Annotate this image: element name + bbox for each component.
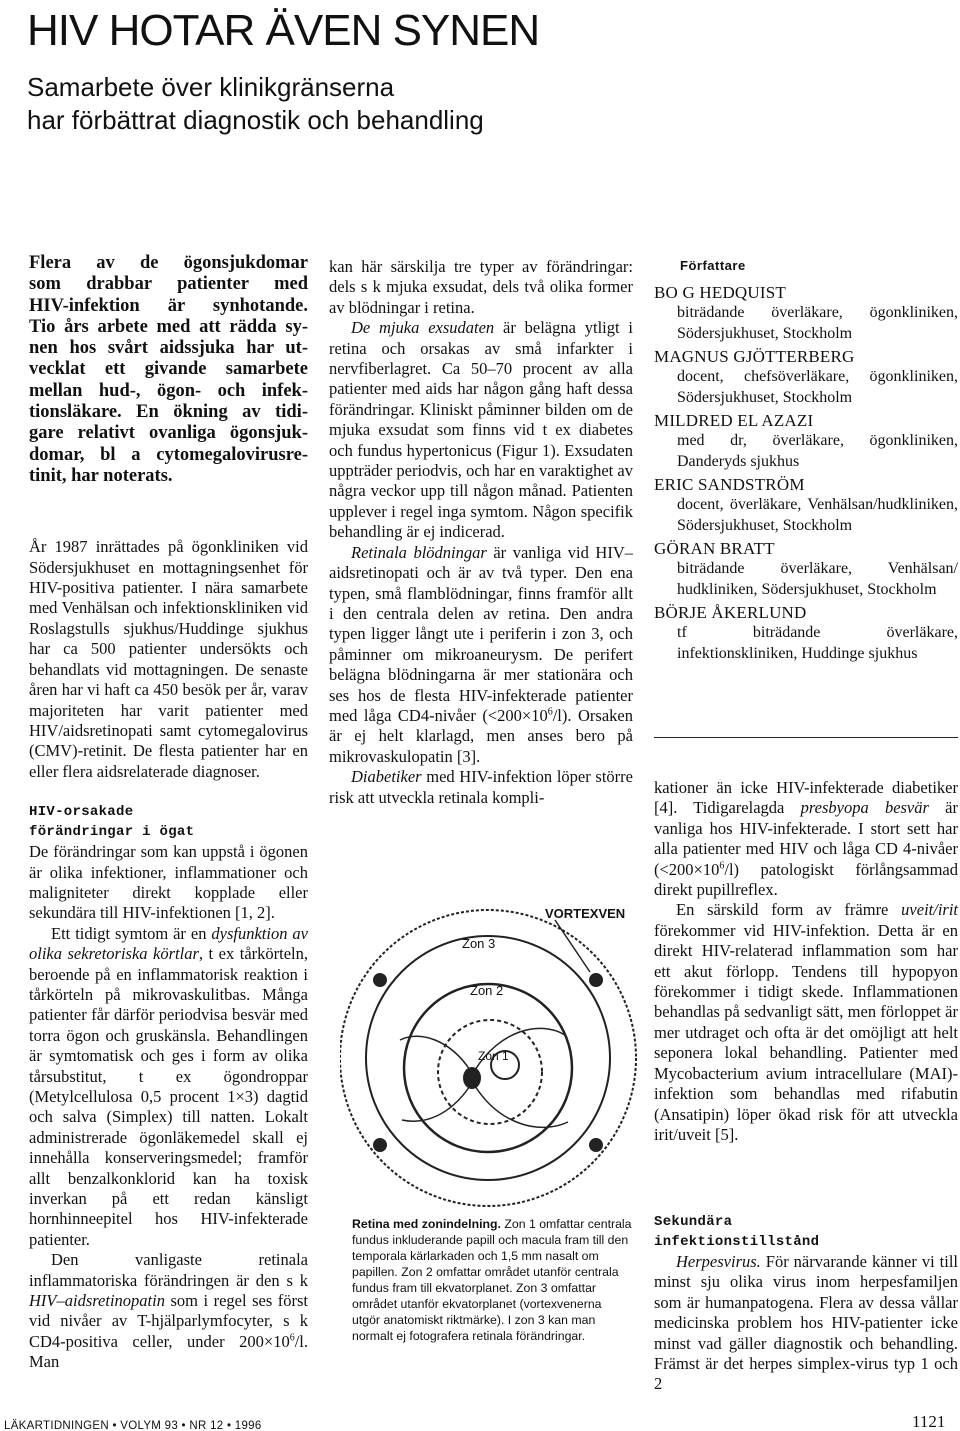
author-name: BÖRJE ÅKERLUND — [654, 603, 807, 622]
authors-label: Författare — [680, 258, 746, 273]
journal-footer: LÄKARTIDNINGEN • VOLYM 93 • NR 12 • 1996 — [4, 1420, 262, 1431]
subtitle-line: har förbättrat diagnostik och behandling — [27, 105, 484, 135]
author-affiliation: tf biträdande överläkare, infektionskliniken, Huddinge sjukhus — [677, 624, 958, 662]
lead-paragraph — [29, 253, 308, 487]
body-paragraph: Ett tidigt symtom är en dysfunktion av olika sekretoriska körtlar, t ex tårkörteln, beroende på en inflammatorisk reaktion i tårkörteln på mikrovaskulitbas. Många patienter får därför periodvisa besvär med torra ögon och gruskänsla. Behandlingen är symtomatisk och ges i form av olika tårsubstitut, t ex ögondroppar (Metylcellulosa 0,5 procent 1×3) dagtid och salva (Simplex) till natten. Lokalt administrerade ögonläkemedel skall ej innehålla konserveringsmedel; framför allt benzalkonklorid kan ha toxisk inverkan på ett redan känsligt hornhinneepitel hos HIV-infekterade patienter. — [29, 923, 308, 1249]
body-paragraph: kationer än icke HIV-infekterade diabetiker [4]. Tidigarelagda presbyopa besvär är vanliga hos HIV-infekterade. I stort sett har alla patienter med HIV och låga CD 4-nivåer $(<200\times 10^6/l)$ patologiskt förlångsammad direkt pupillreflex. — [654, 778, 958, 900]
author-name: BO G HEDQUIST — [654, 283, 786, 302]
lead-line: Tio års arbete med att rädda sy- — [29, 316, 308, 337]
lead-line: vecklat ett givande samarbete — [29, 359, 308, 380]
body-paragraph: Retinala blödningar är vanliga vid HIV–aidsretinopati och är av två typer. Den ena typen, små flamblödningar, finns framför allt i den centrala delen av retina. Den andra typen ligger långt ute i periferin i zon 3, och påminner om mikroaneurysm. De perifert belägna blödningarna är mer stationära och ses hos de flesta HIV-infekterade patienter med låga CD4-nivåer $(<200\times 10^6/l)$. Orsaken är ej helt klarlagd, men anses bero på mikrovaskulopatin [3]. — [329, 542, 634, 766]
intro-paragraph: År 1987 inrättades på ögonkliniken vid Södersjukhuset en mottagningsenhet för HIV-positiva patienter. I nära samarbete med Venhälsan och infektionskliniken vid Roslagstulls sjukhus/Huddinge sjukhus har ca 500 patienter undersökts och behandlats vid mottagningen. De senaste åren har vi haft ca 450 besök per år, varav majoriteten har varit patienter med HIV/aidsretinopati samt cytomegalovirus (CMV)-retinit. De flesta patienter har en eller flera aidsrelaterade diagnoser. — [29, 537, 308, 781]
retina-zone-diagram — [340, 890, 640, 1210]
author-affiliation: med dr, överläkare, ögonkliniken, Danderyds sjukhus — [677, 432, 958, 470]
body-paragraph: Den vanligaste retinala inflammatoriska förändringen är den s k HIV–aidsretinopatin som i regel ses först vid nivåer av T-hjälparlymfocyter, s k CD4-positiva celler, under $200\times 10^6/l$. Man — [29, 1250, 308, 1372]
column-1 — [29, 253, 308, 1373]
zone-3-label: Zon 3 — [462, 936, 496, 951]
author-entry — [654, 539, 958, 600]
lead-line: som drabbar patienter med — [29, 274, 308, 295]
page-number: 1121 — [912, 1412, 946, 1431]
author-entry — [654, 475, 958, 536]
vortex-vein — [374, 1139, 386, 1151]
zone-2-label: Zon 2 — [470, 983, 504, 998]
article-title: HIV HOTAR ÄVEN SYNEN — [27, 6, 540, 55]
section-heading-hiv-orsakade — [29, 802, 308, 842]
body-paragraph: Herpesvirus. För närvarande känner vi till minst sju olika virus inom herpesfamiljen som är humanpatogena. Flera av dessa vållar medicinska problem hos HIV-patienter icke minst vad gäller diagnostik och behandling. Främst är det herpes simplex-virus typ 1 och 2 — [654, 1252, 958, 1394]
body-paragraph: De förändringar som kan uppstå i ögonen är olika infektioner, inflammationer och maligniteter direkt kopplade eller sekundära till HIV-infektionen [1, 2]. — [29, 842, 308, 923]
lead-line: HIV-infektion är synhotande. — [29, 295, 308, 316]
author-affiliation: docent, överläkare, Venhälsan/hudkliniken, Södersjukhuset, Stockholm — [677, 496, 958, 534]
author-name: MAGNUS GJÖTTERBERG — [654, 347, 855, 366]
section-heading-sekundara — [654, 1212, 958, 1252]
vortex-vein — [590, 974, 602, 986]
heading-line: Sekundära — [654, 1214, 733, 1230]
vortex-vein — [590, 1139, 602, 1151]
heading-line: HIV-orsakade — [29, 804, 134, 821]
body-paragraph: kan här särskilja tre typer av förändringar: dels s k mjuka exsudat, dels två olika former av blödningar i retina. — [329, 257, 633, 317]
body-paragraph: De mjuka exsudaten är belägna ytligt i retina och orsakas av små infarkter i nervfiberlagret. Ca 50–70 procent av alla patienter med aids har någon gång haft dessa förändringar. Kliniskt påminner bilden om de mjuka exsudat som finns vid t ex diabetes och fundus hypertonicus (Figur 1). Exsudaten uppträder periodvis, och har en varaktighet av några veckor upp till någon månad. Patienten upplever i regel inga symtom. Någon specifik behandling är ej indicerad. — [329, 318, 634, 542]
column-3-section — [654, 1212, 958, 1395]
lead-line: domar, bl a cytomegalovirusre- — [29, 444, 308, 465]
heading-line: infektionstillstånd — [654, 1234, 820, 1250]
optic-disc — [464, 1068, 480, 1088]
author-affiliation: biträdande överläkare, ögonkliniken, Södersjukhuset, Stockholm — [677, 304, 958, 342]
subtitle-line: Samarbete över klinikgränserna — [27, 72, 395, 102]
authors-box — [654, 258, 958, 667]
lead-line: gare relativt ovanliga ögonsjuk- — [29, 423, 308, 444]
lead-line: nen hos svårt aidssjuka har ut- — [29, 338, 308, 359]
authors-divider — [654, 737, 958, 738]
body-paragraph: En särskild form av främre uveit/irit förekommer vid HIV-infektion. Detta är en direkt HIV-relaterad inflammation som har ett akut förlopp. Tendens till hypopyon förekommer i tidigt skede. Inflammationen behandlas på sedvanligt sätt, men förloppet är mer utdraget och ofta är det omöjligt att helt seponera lokal behandling. Patienter med Mycobacterium avium intracellulare (MAI)-infektion som behandlas med rifabutin (Ansatipin) löper ökad risk för att utveckla irit/uveit [5]. — [654, 900, 958, 1144]
author-entry — [654, 603, 958, 664]
vortex-label: VORTEXVEN — [545, 906, 626, 921]
author-name: MILDRED EL AZAZI — [654, 411, 814, 430]
vortex-vein — [374, 974, 386, 986]
author-entry — [654, 283, 958, 344]
lead-line: tinit, har noterats. — [29, 465, 173, 486]
vessel-superior — [400, 1036, 470, 1070]
zone-1-boundary — [438, 1020, 542, 1124]
lead-line: Flera av de ögonsjukdomar — [29, 253, 308, 273]
author-name: GÖRAN BRATT — [654, 539, 775, 558]
author-name: ERIC SANDSTRÖM — [654, 475, 805, 494]
zone-1-label: Zon 1 — [478, 1049, 509, 1063]
article-subtitle — [27, 71, 484, 137]
caption-text: Zon 1 omfattar centrala fundus inkluderande papill och macula fram till den temporala kärlarkaden och 1,5 mm nasalt om papillen. Zon 2 omfattar området utanför centrala fundus fram till ekvatorplanet. Zon 3 omfattar området utanför ekvatorplanet (vortexvenerna utgör anatomiskt riktmärke). I zon 3 kan man normalt ej fotografera retinala förändringar. — [352, 1217, 632, 1343]
lead-line: tionsläkare. En ökning av tidi- — [29, 402, 308, 423]
body-paragraph: Diabetiker med HIV-infektion löper större risk att utveckla retinala kompli- — [329, 767, 633, 807]
caption-title: Retina med zonindelning. — [352, 1217, 501, 1231]
column-3 — [654, 778, 958, 1145]
figure-caption — [352, 1216, 632, 1344]
author-affiliation: biträdande överläkare, Venhälsan/ hudkliniken, Södersjukhuset, Stockholm — [677, 560, 958, 598]
heading-line: förändringar i ögat — [29, 824, 195, 841]
column-2 — [329, 257, 633, 808]
author-entry — [654, 411, 958, 472]
lead-line: mellan hud-, ögon- och infek- — [29, 380, 308, 401]
retina-zone-figure — [340, 890, 640, 1210]
author-affiliation: docent, chefsöverläkare, ögonkliniken, Södersjukhuset, Stockholm — [677, 368, 958, 406]
author-entry — [654, 347, 958, 408]
